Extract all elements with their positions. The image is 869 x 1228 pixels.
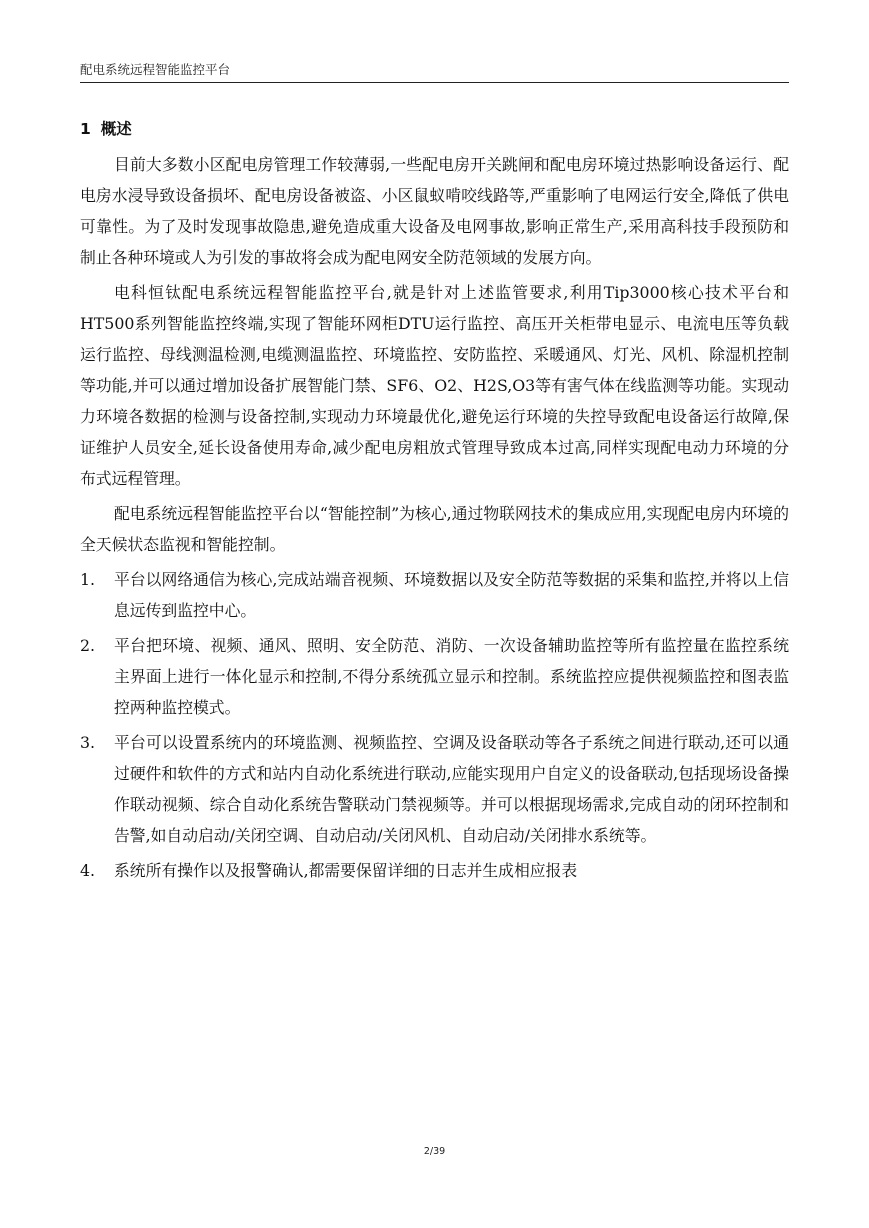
document-body [80, 118, 789, 890]
list-item [80, 630, 789, 723]
list-item-text: 平台以网络通信为核心,完成站端音视频、环境数据以及安全防范等数据的采集和监控,并将以上信息远传到监控中心。 [114, 570, 789, 620]
list-item-text: 平台可以设置系统内的环境监测、视频监控、空调及设备联动等各子系统之间进行联动,还可以通过硬件和软件的方式和站内自动化系统进行联动,应能实现用户自定义的设备联动,包括现场设备操作联动视频、综合自动化系统告警联动门禁视频等。并可以根据现场需求,完成自动的闭环控制和告警,如自动启动/关闭空调、自动启动/关闭风机、自动启动/关闭排水系统等。 [114, 733, 789, 845]
list-item [80, 855, 789, 886]
list-item-number: 2. [80, 636, 96, 655]
list-item [80, 727, 789, 851]
section-heading [80, 118, 789, 140]
page-number: 2/39 [423, 1146, 446, 1157]
section-number: 1 [80, 120, 91, 138]
requirements-list [80, 564, 789, 886]
list-item-number: 4. [80, 861, 96, 880]
section-title: 概述 [100, 120, 132, 138]
header-title: 配电系统远程智能监控平台 [80, 62, 231, 77]
list-item-number: 3. [80, 733, 96, 752]
paragraph: 电科恒钛配电系统远程智能监控平台,就是针对上述监管要求,利用Tip3000核心技术平台和HT500系列智能监控终端,实现了智能环网柜DTU运行监控、高压开关柜带电显示、电流电压等负载运行监控、母线测温检测,电缆测温监控、环境监控、安防监控、采暖通风、灯光、风机、除湿机控制等功能,并可以通过增加设备扩展智能门禁、SF6、O2、H2S,O3等有害气体在线监测等功能。实现动力环境各数据的检测与设备控制,实现动力环境最优化,避免运行环境的失控导致配电设备运行故障,保证维护人员安全,延长设备使用寿命,减少配电房粗放式管理导致成本过高,同样实现配电动力环境的分布式远程管理。 [80, 283, 789, 488]
paragraph: 配电系统远程智能监控平台以“智能控制”为核心,通过物联网技术的集成应用,实现配电房内环境的全天候状态监视和智能控制。 [80, 504, 789, 554]
page-header [80, 62, 789, 83]
paragraph: 目前大多数小区配电房管理工作较薄弱,一些配电房开关跳闸和配电房环境过热影响设备运行、配电房水浸导致设备损坏、配电房设备被盗、小区鼠蚁啃咬线路等,严重影响了电网运行安全,降低了供电可靠性。为了及时发现事故隐患,避免造成重大设备及电网事故,影响正常生产,采用高科技手段预防和制止各种环境或人为引发的事故将会成为配电网安全防范领域的发展方向。 [80, 155, 789, 267]
list-item-text: 系统所有操作以及报警确认,都需要保留详细的日志并生成相应报表 [114, 861, 578, 880]
list-item [80, 564, 789, 626]
list-item-text: 平台把环境、视频、通风、照明、安全防范、消防、一次设备辅助监控等所有监控量在监控系统主界面上进行一体化显示和控制,不得分系统孤立显示和控制。系统监控应提供视频监控和图表监控两种监控模式。 [114, 636, 789, 717]
list-item-number: 1. [80, 570, 96, 589]
